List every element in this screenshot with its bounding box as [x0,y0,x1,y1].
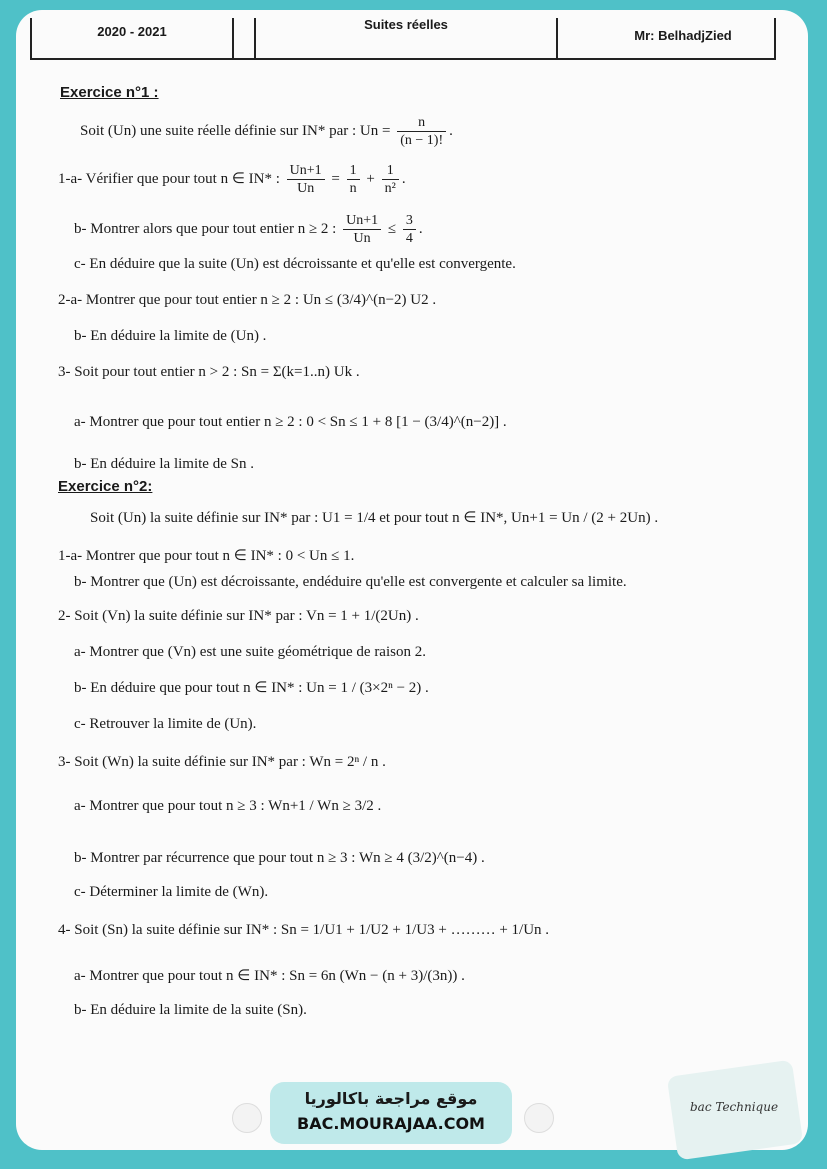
ex1-intro-fraction: $\frac{n}{(n - 1)!}$ [397,114,446,149]
ex2-q3c: c- Déterminer la limite de (Wn). [74,884,269,900]
ex1-q1b: b- Montrer alors que pour tout entier n ≥ 2 : $\frac{Un+1}{Un}$ ≤ $\frac{3}{4}$ . [74,213,423,246]
ex2-intro: Soit (Un) la suite définie sur IN* par : U1 = 1/4 et pour tout n ∈ IN*, Un+1 = Un / (2 + 2Un) . [90,510,659,526]
ex2-q3a: a- Montrer que pour tout n ≥ 3 : Wn+1 / Wn ≥ 3/2 . [74,798,382,814]
ex2-q2c: c- Retrouver la limite de (Un). [74,716,257,732]
ex2-q3: 3- Soit (Wn) la suite définie sur IN* par : Wn = 2ⁿ / n . [58,754,386,770]
ex1-q3: 3- Soit pour tout entier n > 2 : Sn = Σ(k=1..n) Uk . [58,364,360,380]
ex2-q1b: b- Montrer que (Un) est décroissante, endéduire qu'elle est convergente et calculer sa limite. [74,574,627,590]
ex1-q1c: c- En déduire que la suite (Un) est décroissante et qu'elle est convergente. [74,256,516,272]
header-table [30,18,776,60]
ex1-q3a: a- Montrer que pour tout entier n ≥ 2 : 0 < Sn ≤ 1 + 8 [1 − (3/4)^(n−2)] . [74,414,507,430]
site-badge[interactable] [270,1082,512,1144]
ex1-q2a: 2-a- Montrer que pour tout entier n ≥ 2 : Un ≤ (3/4)^(n−2) U2 . [58,292,437,308]
ex2-title: Exercice n°2: [58,478,153,495]
ex2-q4a: a- Montrer que pour tout n ∈ IN* : Sn = 6n (Wn − (n + 3)/(3n)) . [74,968,465,984]
site-url-link[interactable]: BAC.MOURAJAA.COM [297,1114,485,1133]
brand-text: bac Technique [690,1100,779,1114]
ex2-q4b: b- En déduire la limite de la suite (Sn). [74,1002,307,1018]
header-title: Suites réelles [254,18,558,58]
ex2-q2b: b- En déduire que pour tout n ∈ IN* : Un = 1 / (3×2ⁿ − 2) . [74,680,429,696]
ex2-q2: 2- Soit (Vn) la suite définie sur IN* par : Vn = 1 + 1/(2Un) . [58,608,419,624]
ex2-q1a: 1-a- Montrer que pour tout n ∈ IN* : 0 < Un ≤ 1. [58,548,355,564]
ex1-q2b: b- En déduire la limite de (Un) . [74,328,267,344]
ex2-q2a: a- Montrer que (Vn) est une suite géométrique de raison 2. [74,644,426,660]
ex2-q4: 4- Soit (Sn) la suite définie sur IN* : Sn = 1/U1 + 1/U2 + 1/U3 + ……… + 1/Un . [58,922,550,938]
ex1-q1a: 1-a- Vérifier que pour tout n ∈ IN* : $\frac{Un+1}{Un}$ = $\frac{1}{n}$ + $\frac{1}{\text{n²}}$ . [58,163,406,196]
header-year: 2020 - 2021 [32,18,234,58]
site-logo-icon [232,1103,262,1133]
site-logo-icon [524,1103,554,1133]
ex1-title: Exercice n°1 : [60,84,159,101]
site-name-arabic: موقع مراجعة باكالوريا [304,1089,478,1108]
ex2-q3b: b- Montrer par récurrence que pour tout n ≥ 3 : Wn ≥ 4 (3/2)^(n−4) . [74,850,485,866]
ex1-q3b: b- En déduire la limite de Sn . [74,456,254,472]
header-teacher: Mr: BelhadjZied [634,28,732,43]
ex1-intro: Soit (Un) une suite réelle définie sur IN* par : Un = $\frac{n}{(n - 1)!}$ . [80,115,453,148]
